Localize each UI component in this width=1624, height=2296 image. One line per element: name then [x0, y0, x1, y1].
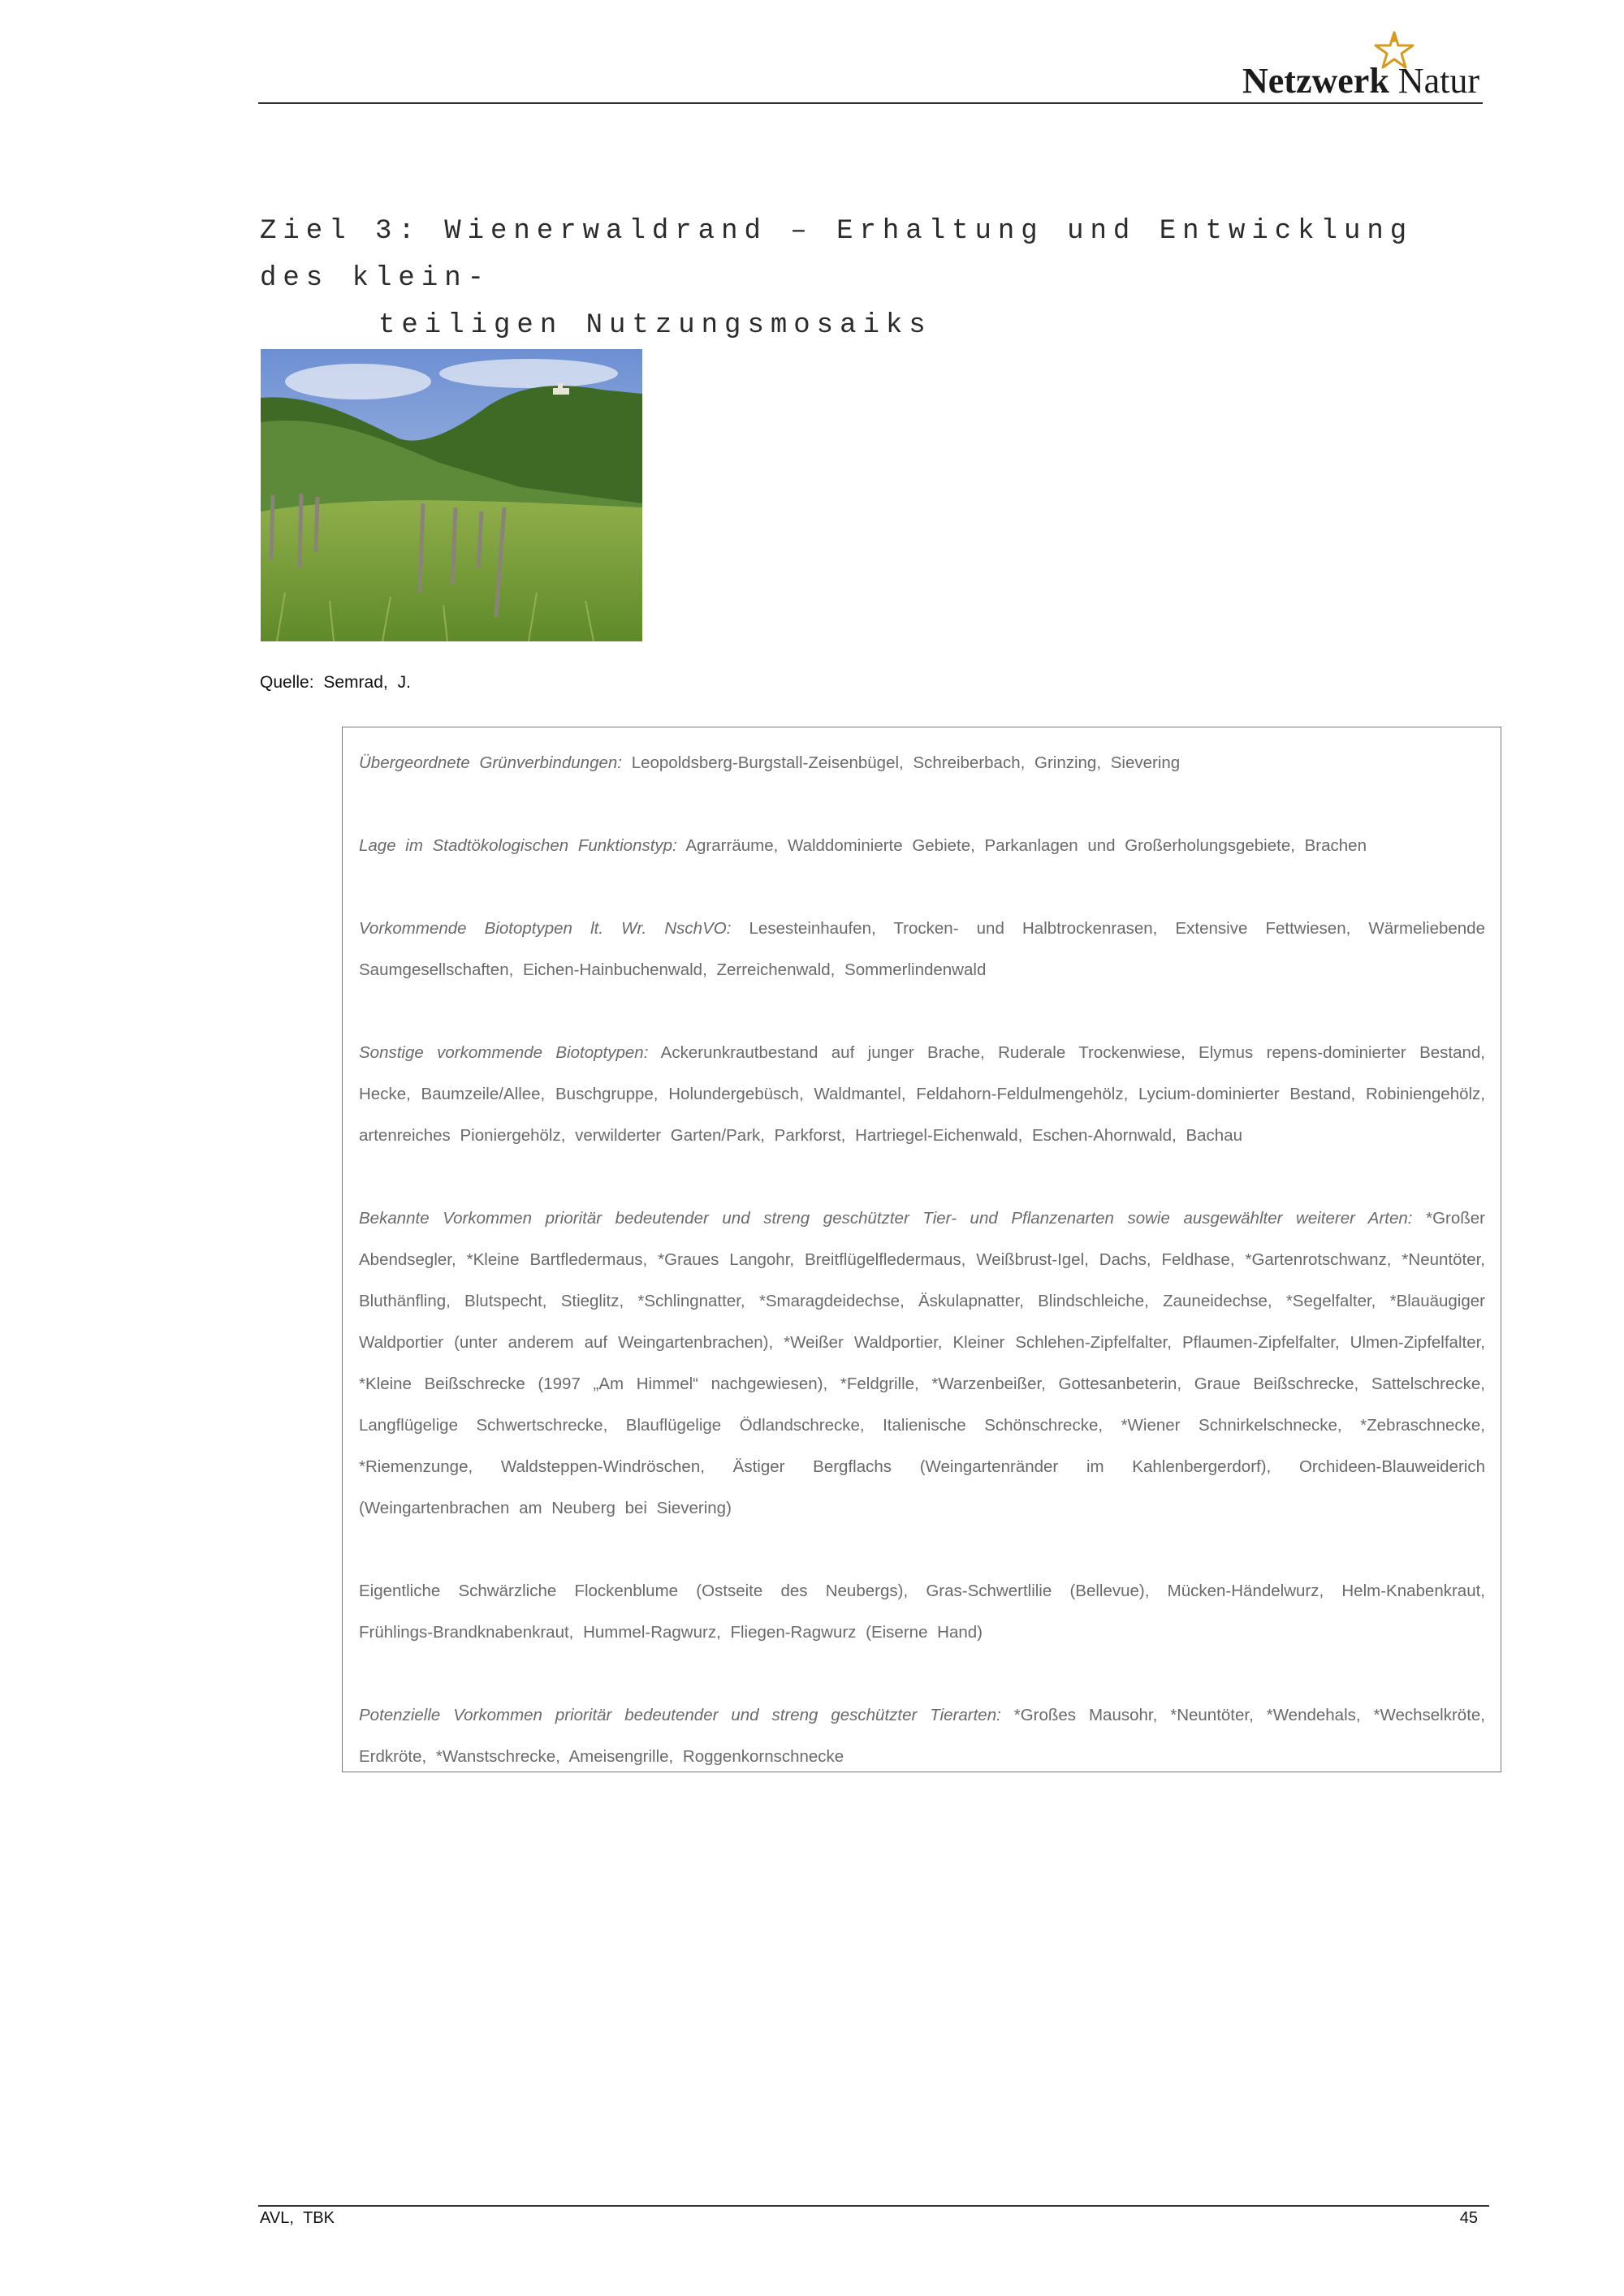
- image-source-caption: Quelle: Semrad, J.: [260, 673, 411, 692]
- bekannte-vorkommen-text: *Großer Abendsegler, *Kleine Bartfledermaus, *Graues Langohr, Breitflügelfledermaus, Weißbrust-Igel, Dachs, Feldhase, *Gartenrotschwanz, *Neuntöter, Bluthänfling, Blutspecht, Stieglitz, *Schlingnatter, *Smaragdeidechse, Äskulapnatter, Blindschleiche, Zauneidechse, *Segelfalter, *Blauäugiger Waldportier (unter anderem auf Weingartenbrachen), *Weißer Waldportier, Kleiner Schlehen-Zipfelfalter, Pflaumen-Zipfelfalter, Ulmen-Zipfelfalter, *Kleine Beißschrecke (1997 „Am Himmel“ nachgewiesen), *Feldgrille, *Warzenbeißer, Gottesanbeterin, Graue Beißschrecke, Sattelschrecke, Langflügelige Schwertschrecke, Blauflügelige Ödlandschrecke, Italienische Schönschrecke, *Wiener Schnirkelschnecke, *Zebraschnecke, *Riemenzunge, Waldsteppen-Windröschen, Ästiger Bergflachs (Weingartenränder im Kahlenbergerdorf), Orchideen-Blauweiderich (Weingartenbrachen am Neuberg bei Sievering): [359, 1209, 1485, 1517]
- sonstige-biotoptypen-text: Ackerunkrautbestand auf junger Brache, Ruderale Trockenwiese, Elymus repens-dominierter Bestand, Hecke, Baumzeile/Allee, Buschgruppe, Holundergebüsch, Waldmantel, Feldahorn-Feldulmengehölz, Lycium-dominierter Bestand, Robiniengehölz, artenreiches Pioniergehölz, verwilderter Garten/Park, Parkforst, Hartriegel-Eichenwald, Eschen-Ahornwald, Bachau: [359, 1043, 1485, 1145]
- title-line-1: Ziel 3: Wienerwaldrand – Erhaltung und Entwicklung des klein-: [260, 216, 1414, 294]
- sonstige-biotoptypen-label: Sonstige vorkommende Biotoptypen:: [359, 1043, 649, 1062]
- biotoptypen-paragraph: [359, 908, 1485, 990]
- gruenverbindungen-text: Leopoldsberg-Burgstall-Zeisenbügel, Schreiberbach, Grinzing, Sievering: [631, 753, 1181, 772]
- bekannte-vorkommen-label: Bekannte Vorkommen prioritär bedeutender und streng geschützter Tier- und Pflanzenarten sowie ausgewählter weiterer Arten:: [359, 1209, 1413, 1228]
- logo-text: [1242, 60, 1479, 101]
- eigentliche-paragraph: Eigentliche Schwärzliche Flockenblume (Ostseite des Neubergs), Gras-Schwertlilie (Bellevue), Mücken-Händelwurz, Helm-Knabenkraut, Frühlings-Brandknabenkraut, Hummel-Ragwurz, Fliegen-Ragwurz (Eiserne Hand): [359, 1582, 1485, 1642]
- sonstige-biotoptypen-paragraph: [359, 1032, 1485, 1156]
- page-number: 45: [1459, 2209, 1478, 2227]
- logo-regular-text: Natur: [1397, 61, 1479, 101]
- potenzielle-vorkommen-text: *Großes Mausohr, *Neuntöter, *Wendehals, *Wechselkröte, Erdkröte, *Wanstschrecke, Ameisengrille, Roggenkornschnecke: [359, 1706, 1485, 1766]
- logo-bold-text: Netzwerk: [1242, 61, 1389, 101]
- potenzielle-vorkommen-label: Potenzielle Vorkommen prioritär bedeutender und streng geschützter Tierarten:: [359, 1706, 1001, 1724]
- gruenverbindungen-label: Übergeordnete Grünverbindungen:: [359, 753, 622, 772]
- gruenverbindungen-paragraph: [359, 742, 1485, 783]
- biotoptypen-text: Lesesteinhaufen, Trocken- und Halbtrockenrasen, Extensive Fettwiesen, Wärmeliebende Saumgesellschaften, Eichen-Hainbuchenwald, Zerreichenwald, Sommerlindenwald: [359, 919, 1485, 979]
- landscape-photo: [261, 349, 642, 641]
- lage-label: Lage im Stadtökologischen Funktionstyp:: [359, 836, 677, 855]
- lage-text: Agrarräume, Walddominierte Gebiete, Parkanlagen und Großerholungsgebiete, Brachen: [685, 836, 1367, 855]
- title-line-2: teiligen Nutzungsmosaiks: [378, 310, 932, 341]
- info-box: [342, 727, 1501, 1772]
- header-divider: [258, 102, 1483, 104]
- footer-authors: AVL, TBK: [260, 2209, 335, 2227]
- bekannte-vorkommen-paragraph: [359, 1198, 1485, 1529]
- potenzielle-vorkommen-paragraph: [359, 1694, 1485, 1777]
- netzwerk-natur-logo: [1242, 31, 1486, 101]
- footer-divider: [258, 2205, 1489, 2207]
- page-title: [260, 208, 1478, 349]
- biotoptypen-label: Vorkommende Biotoptypen lt. Wr. NschVO:: [359, 919, 732, 938]
- lage-paragraph: [359, 825, 1485, 866]
